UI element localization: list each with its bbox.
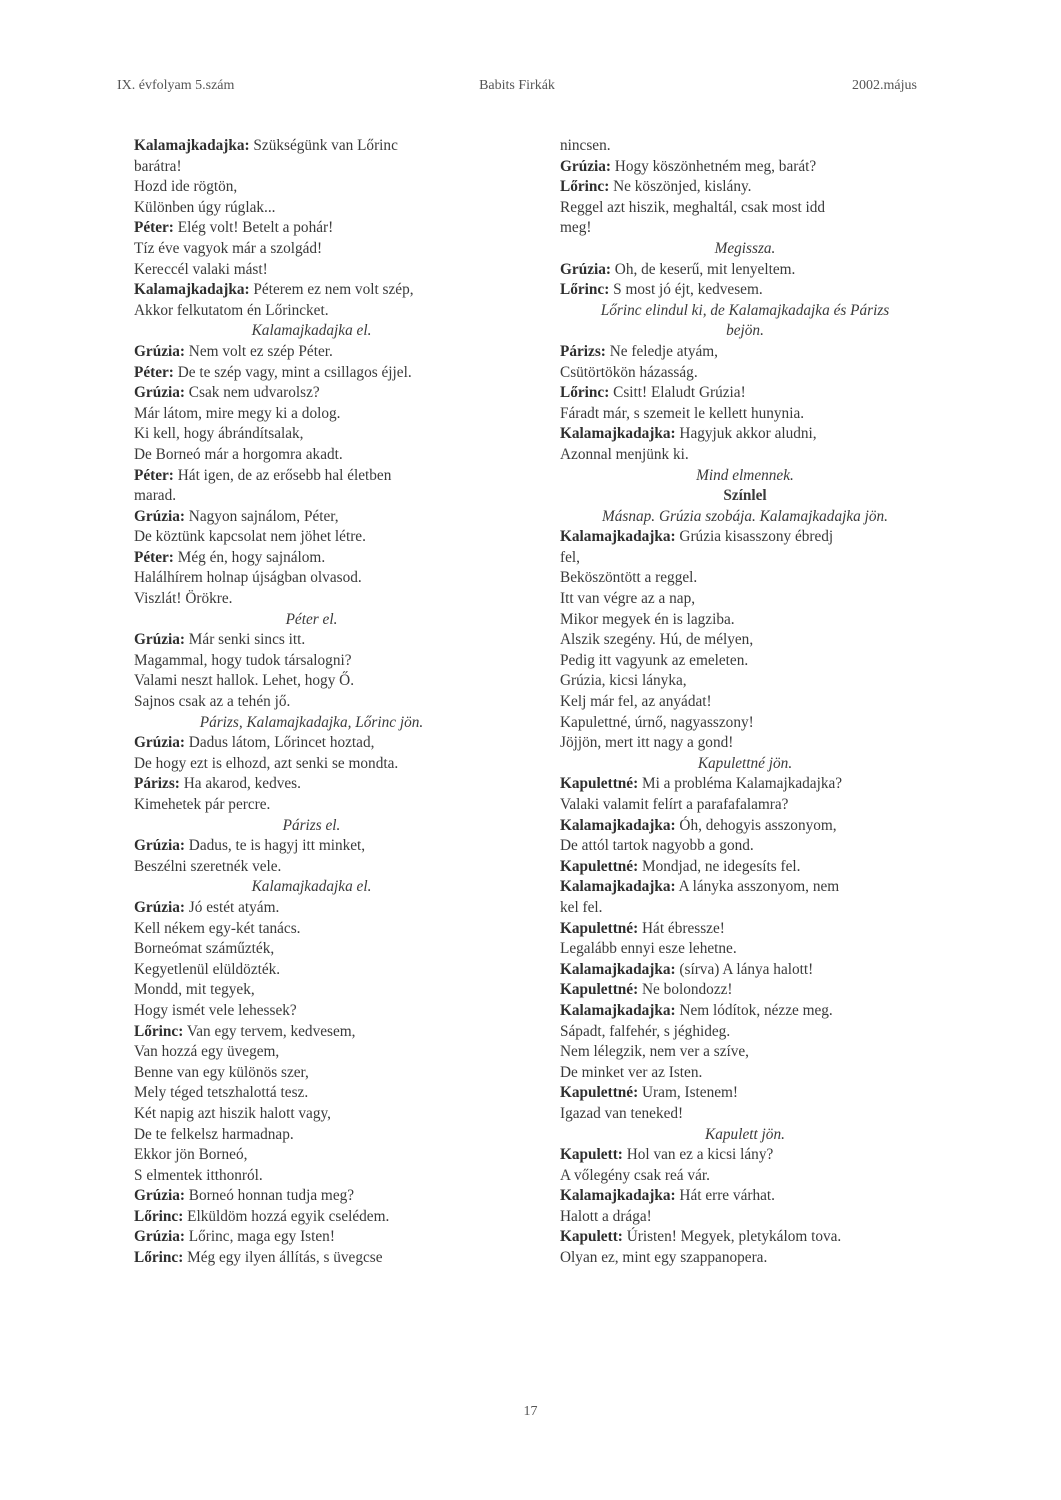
line-text: Itt van végre az a nap, [560,590,696,608]
dialogue-line [560,836,930,857]
dialogue-line [134,1227,489,1248]
line-text: Kelj már fel, az anyádat! [560,693,712,711]
dialogue-line [560,671,930,692]
line-text: Mely téged tetszhalottá tesz. [134,1084,309,1102]
line-text: A vőlegény csak reá vár. [560,1166,710,1184]
line-text: Hol van ez a kicsi lány? [622,1146,774,1164]
line-text: Grúzia, kicsi lányka, [560,672,687,690]
speaker-name: Kalamajkadajka: [560,425,676,443]
line-text: Szükségünk van Lőrinc [249,137,398,154]
speaker-name: Grúzia: [134,898,185,916]
dialogue-line [134,363,489,384]
line-text: Péterem ez nem volt szép, [249,281,414,299]
dialogue-line [560,177,930,198]
dialogue-line [134,1104,489,1125]
line-text: Borneó honnan tudja meg? [184,1187,355,1205]
line-text: Már senki sincs itt. [184,631,306,649]
line-text: Nem lódítok, nézze meg. [675,1001,833,1019]
line-text: Már látom, mire megy ki a dolog. [134,404,341,422]
speaker-name: Lőrinc: [134,1022,184,1040]
speaker-name: Kalamajkadajka: [134,137,250,154]
dialogue-line [560,733,930,754]
line-text: Ne feledje atyám, [605,342,718,360]
page-number: 17 [523,1404,538,1419]
stage-direction: Kapulett jön. [705,1125,785,1143]
stage-direction: Másnap. Grúzia szobája. Kalamajkadajka jön. [602,507,888,525]
line-text: Kimehetek pár percre. [134,796,271,813]
dialogue-line [134,1207,489,1228]
line-text: Ha akarod, kedves. [179,775,301,793]
dialogue-line [560,1227,930,1248]
dialogue-line [560,527,930,548]
dialogue-line [134,568,489,589]
speaker-name: Kapulett: [560,1228,623,1246]
dialogue-line [560,1083,930,1104]
line-text: Kapulettné, úrnő, nagyasszony! [560,713,754,731]
speaker-name: Párizs: [560,342,606,360]
line-text: marad. [134,487,177,505]
line-text: Hát ébressze! [638,919,725,937]
line-text: Ki kell, hogy ábrándítsalak, [134,425,304,443]
speaker-name: Péter: [134,466,174,484]
dialogue-line [134,919,489,940]
dialogue-line [560,1166,930,1187]
speaker-name: Kapulettné: [560,775,639,793]
dialogue-line [134,1248,489,1269]
speaker-name: Kalamajkadajka: [560,878,676,896]
line-text: Olyan ez, mint egy szappanopera. [560,1249,768,1267]
left-column [134,136,489,1269]
dialogue-line [134,1083,489,1104]
line-text: Elküldöm hozzá egyik cselédem. [183,1207,390,1225]
speaker-name: Kalamajkadajka: [560,528,676,546]
line-text: De te felkelsz harmadnap. [134,1125,294,1143]
line-text: Mikor megyek én is lagziba. [560,610,735,628]
line-text: Még én, hogy sajnálom. [173,548,326,566]
line-text: Lőrinc, maga egy Isten! [184,1228,335,1246]
dialogue-line [560,898,930,919]
dialogue-line [560,877,930,898]
dialogue-line [560,713,930,734]
issue-label: IX. évfolyam 5.szám [117,78,235,93]
line-text: Ekkor jön Borneó, [134,1146,248,1164]
speaker-name: Párizs: [134,775,180,793]
line-text: Ne bolondozz! [638,981,733,999]
dialogue-line [560,1207,930,1228]
line-text: Dadus látom, Lőrincet hoztad, [184,734,375,752]
dialogue-line [560,1145,930,1166]
line-text: Reggel azt hiszik, meghaltál, csak most idd [560,198,826,216]
line-text: A lányka asszonyom, nem [675,878,840,896]
dialogue-line [560,1001,930,1022]
dialogue-line [134,136,489,157]
dialogue-line [560,980,930,1001]
speaker-name: Grúzia: [134,837,185,855]
dialogue-line [560,1022,930,1043]
speaker-name: Lőrinc: [560,384,610,402]
dialogue-line [560,1042,930,1063]
line-text: Alszik szegény. Hú, de mélyen, [560,631,754,649]
dialogue-line [560,363,930,384]
line-text: De köztünk kapcsolat nem jöhet létre. [134,528,366,546]
dialogue-line [560,157,930,178]
speaker-name: Kalamajkadajka: [560,816,676,834]
dialogue-line [134,939,489,960]
line-text: Magammal, hogy tudok társalogni? [134,651,352,669]
dialogue-line [134,301,489,322]
stage-direction: Megissza. [714,239,776,257]
dialogue-line [560,1104,930,1125]
line-text: Beköszöntött a reggel. [560,569,698,587]
dialogue-line [560,280,930,301]
dialogue-line [560,610,930,631]
line-text: Hozd ide rögtön, [134,178,238,196]
line-text: Benne van egy különös szer, [134,1063,309,1081]
line-text: Kerессél valaki mást! [134,260,268,278]
right-column [560,136,930,1269]
dialogue-line [134,1001,489,1022]
dialogue-line [134,630,489,651]
speaker-name: Lőrinc: [560,281,610,299]
line-text: Fáradt már, s szemeit le kellett hunynia. [560,404,805,422]
line-text: Nem lélegzik, nem ver a szíve, [560,1043,750,1061]
stage-direction: Kapulettné jön. [697,754,793,772]
dialogue-line [134,239,489,260]
stage-direction: bejön. [726,322,764,340]
speaker-name: Lőrinc: [134,1249,184,1267]
speaker-name: Kapulettné: [560,857,639,875]
line-text: Beszélni szeretnék vele. [134,857,282,875]
line-text: Jöjjön, mert itt nagy a gond! [560,734,734,752]
line-text: Valaki valamit felírt a parafafalamra? [560,796,789,813]
line-text: Hogy köszönhetném meg, barát? [610,157,817,175]
stage-direction: Lőrinc elindul ki, de Kalamajkadajka és Párizs [600,301,890,319]
line-text: Azonnal menjünk ki. [560,445,689,463]
line-text: Valami neszt hallok. Lehet, hogy Ő. [134,672,355,690]
dialogue-line [560,218,930,239]
dialogue-line [134,527,489,548]
dialogue-line [134,980,489,1001]
line-text: barátra! [134,157,182,175]
dialogue-line [134,692,489,713]
line-text: Oh, de keserű, mit lenyeltem. [610,260,796,278]
line-text: Ne köszönjed, kislány. [609,178,752,196]
dialogue-line [134,960,489,981]
dialogue-line [134,836,489,857]
speaker-name: Kapulettné: [560,1084,639,1102]
speaker-name: Grúzia: [134,734,185,752]
line-text: Mi a probléma Kalamajkadajka? [638,775,843,793]
line-text: Uram, Istenem! [638,1084,739,1102]
line-text: Nagyon sajnálom, Péter, [184,507,339,525]
dialogue-line [560,424,930,445]
line-text: Akkor felkutatom én Lőrincket. [134,301,329,319]
dialogue-line [134,857,489,878]
line-text: Csak nem udvarolsz? [184,384,320,402]
dialogue-line [560,198,930,219]
stage-direction: Kalamajkadajka el. [251,878,372,896]
speaker-name: Kapulettné: [560,981,639,999]
speaker-name: Kapulettné: [560,919,639,937]
line-text: Csitt! Elaludt Grúzia! [609,384,746,402]
speaker-name: Péter: [134,219,174,237]
dialogue-line [134,671,489,692]
dialogue-line [560,342,930,363]
line-text: Mondjad, ne idegesíts fel. [638,857,801,875]
line-text: Tíz éve vagyok már a szolgád! [134,239,323,257]
dialogue-line [560,260,930,281]
dialogue-line [560,960,930,981]
line-text: S elmentek itthonról. [134,1166,263,1184]
dialogue-line [134,1063,489,1084]
dialogue-line [560,404,930,425]
dialogue-line [560,857,930,878]
line-text: Sajnos csak az a tehén jő. [134,693,291,711]
line-text: Van hozzá egy üvegem, [134,1043,280,1061]
dialogue-line [560,630,930,651]
line-text: Sápadt, falfehér, s jéghideg. [560,1022,731,1040]
speaker-name: Kalamajkadajka: [134,281,250,299]
line-text: De Borneó már a horgomra akadt. [134,445,343,463]
dialogue-line [560,1063,930,1084]
dialogue-line [134,342,489,363]
line-text: Kell nékem egy-két tanács. [134,919,301,937]
line-text: Van egy tervem, kedvesem, [183,1022,356,1040]
dialogue-line [560,568,930,589]
speaker-name: Grúzia: [560,157,611,175]
scene-heading: Színlel [723,487,767,505]
speaker-name: Péter: [134,548,174,566]
dialogue-line [134,383,489,404]
dialogue-line [560,795,930,816]
stage-direction: Párizs, Kalamajkadajka, Lőrinc jön. [199,713,424,731]
issue-date: 2002.május [852,78,917,93]
dialogue-line [134,1166,489,1187]
line-text: Legalább ennyi esze lehetne. [560,940,737,958]
stage-direction: Kalamajkadajka el. [251,322,372,340]
line-text: Hát igen, de az erősebb hal életben [173,466,392,484]
dialogue-line [134,774,489,795]
speaker-name: Kalamajkadajka: [560,1187,676,1205]
dialogue-line [560,816,930,837]
dialogue-line [560,136,930,157]
dialogue-line [134,1125,489,1146]
line-text: Hagyjuk akkor aludni, [675,425,817,443]
speaker-name: Grúzia: [134,507,185,525]
line-text: Két napig azt hiszik halott vagy, [134,1104,331,1122]
line-text: Hogy ismét vele lehessek? [134,1001,297,1019]
dialogue-line [134,795,489,816]
line-text: Még egy ilyen állítás, s üvegcse [183,1249,383,1267]
dialogue-line [134,754,489,775]
line-text: Mondd, mit tegyek, [134,981,255,999]
line-text: Úristen! Megyek, pletykálom tova. [622,1228,842,1246]
stage-direction: Párizs el. [282,816,341,834]
dialogue-line [134,1022,489,1043]
line-text: Halálhírem holnap újságban olvasod. [134,569,362,587]
line-text: De te szép vagy, mint a csillagos éjjel. [173,363,412,381]
line-text: S most jó éjt, kedvesem. [609,281,763,299]
dialogue-line [134,548,489,569]
line-text: Kegyetlenül elüldözték. [134,960,281,978]
dialogue-line [560,774,930,795]
dialogue-line [134,651,489,672]
dialogue-line [134,1145,489,1166]
line-text: kel fel. [560,898,603,916]
speaker-name: Lőrinc: [134,1207,184,1225]
speaker-name: Grúzia: [560,260,611,278]
speaker-name: Grúzia: [134,1187,185,1205]
dialogue-line [134,589,489,610]
dialogue-line [134,507,489,528]
dialogue-line [134,445,489,466]
line-text: Különben úgy rúglak... [134,198,276,216]
dialogue-line [134,424,489,445]
dialogue-line [134,733,489,754]
dialogue-line [134,898,489,919]
dialogue-line [134,157,489,178]
line-text: Viszlát! Örökre. [134,590,233,608]
line-text: Halott a drága! [560,1207,652,1225]
speaker-name: Grúzia: [134,342,185,360]
line-text: Grúzia kisasszony ébredj [675,528,834,546]
page-header [117,78,917,102]
dialogue-line [134,177,489,198]
speaker-name: Kalamajkadajka: [560,960,676,978]
line-text: fel, [560,548,580,566]
dialogue-line [560,445,930,466]
publication-title: Babits Firkák [479,78,555,93]
dialogue-line [560,1248,930,1269]
line-text: Nem volt ez szép Péter. [184,342,333,360]
dialogue-line [560,548,930,569]
speaker-name: Grúzia: [134,1228,185,1246]
dialogue-line [134,198,489,219]
line-text: De hogy ezt is elhozd, azt senki se mondta. [134,754,399,772]
line-text: meg! [560,219,592,237]
dialogue-line [134,280,489,301]
dialogue-line [560,919,930,940]
speaker-name: Kapulett: [560,1146,623,1164]
speaker-name: Lőrinc: [560,178,610,196]
speaker-name: Kalamajkadajka: [560,1001,676,1019]
dialogue-line [134,466,489,487]
dialogue-line [560,939,930,960]
line-text: Igazad van teneked! [560,1104,684,1122]
dialogue-line [134,404,489,425]
speaker-name: Grúzia: [134,631,185,649]
dialogue-line [560,383,930,404]
dialogue-line [134,260,489,281]
line-text: Hát erre várhat. [675,1187,775,1205]
dialogue-line [560,589,930,610]
stage-direction: Péter el. [285,610,338,628]
line-text: Jó estét atyám. [184,898,280,916]
dialogue-line [560,692,930,713]
speaker-name: Péter: [134,363,174,381]
line-text: (sírva) A lánya halott! [675,960,814,978]
dialogue-line [560,651,930,672]
line-text: Csütörtökön házasság. [560,363,698,381]
dialogue-line [134,1042,489,1063]
speaker-name: Grúzia: [134,384,185,402]
line-text: nincsen. [560,137,611,154]
line-text: Pedig itt vagyunk az emeleten. [560,651,749,669]
line-text: Elég volt! Betelt a pohár! [173,219,334,237]
line-text: De minket ver az Isten. [560,1063,703,1081]
dialogue-line [134,486,489,507]
line-text: Óh, dehogyis asszonyom, [675,816,837,834]
dialogue-line [134,218,489,239]
stage-direction: Mind elmennek. [696,466,794,484]
dialogue-line [560,1186,930,1207]
dialogue-line [134,1186,489,1207]
line-text: Dadus, te is hagyj itt minket, [184,837,366,855]
line-text: Borneómat száműzték, [134,940,275,958]
line-text: De attól tartok nagyobb a gond. [560,837,754,855]
